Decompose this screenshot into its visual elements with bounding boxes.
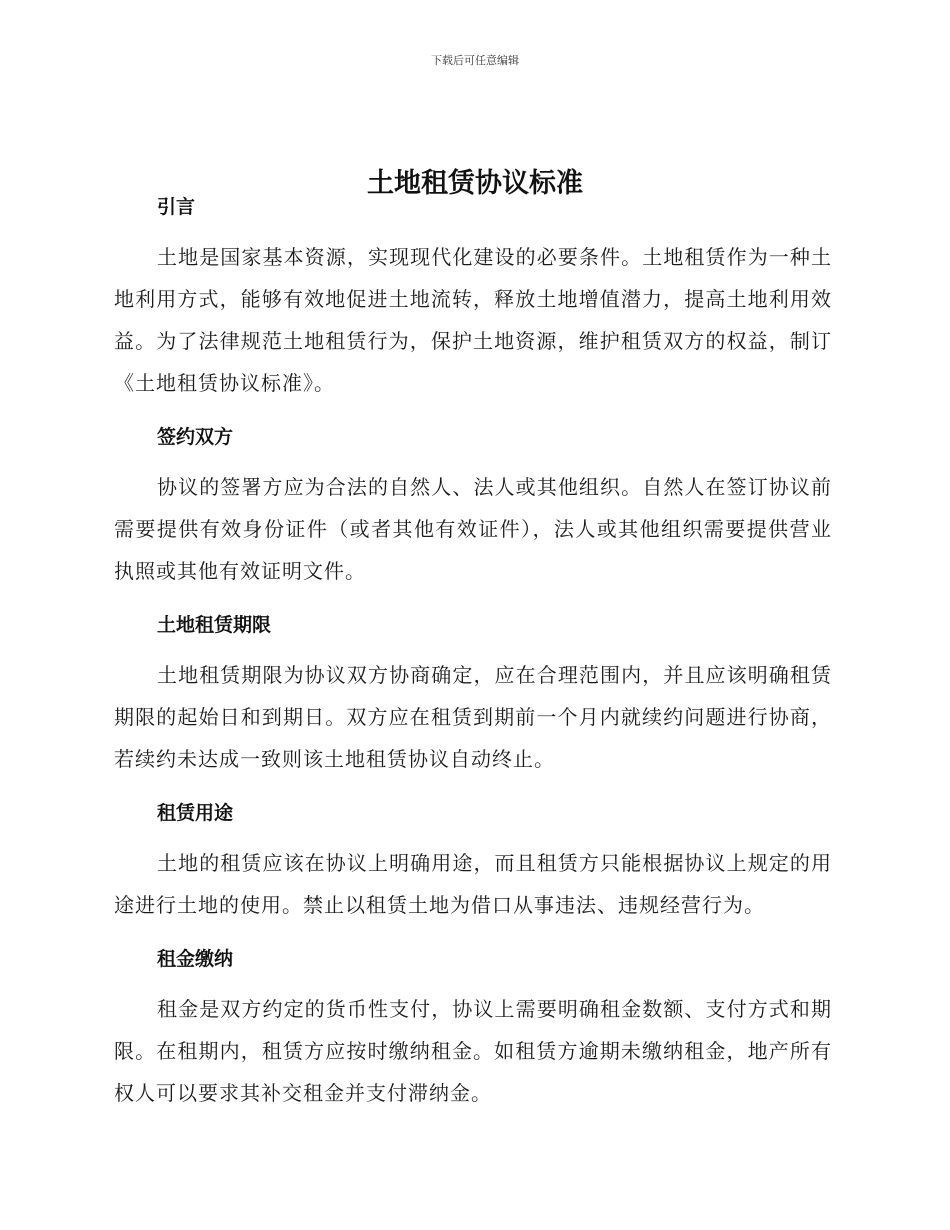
section-rent-payment [114,940,832,1114]
section-paragraph: 协议的签署方应为合法的自然人、法人或其他组织。自然人在签订协议前需要提供有效身份证件（或者其他有效证件），法人或其他组织需要提供营业执照或其他有效证明文件。 [114,475,832,583]
section-paragraph: 土地租赁期限为协议双方协商确定，应在合理范围内，并且应该明确租赁期限的起始日和到期日。双方应在租赁到期前一个月内就续约问题进行协商，若续约未达成一致则该土地租赁协议自动终止。 [114,663,832,771]
section-heading: 签约双方 [157,426,234,448]
section-heading: 土地租赁期限 [157,614,272,636]
section-heading: 租赁用途 [157,802,234,824]
section-paragraph: 土地是国家基本资源，实现现代化建设的必要条件。土地租赁作为一种土地利用方式，能够有效地促进土地流转，释放土地增值潜力，提高土地利用效益。为了法律规范土地租赁行为，保护土地资源，维护租赁双方的权益，制订《土地租赁协议标准》。 [114,245,832,395]
section-heading: 租金缴纳 [157,948,234,970]
section-signing-parties [114,418,832,592]
section-paragraph: 土地的租赁应该在协议上明确用途，而且租赁方只能根据协议上规定的用途进行土地的使用。禁止以租赁土地为借口从事违法、违规经营行为。 [114,851,832,917]
section-lease-purpose [114,794,832,926]
document-title: 土地租赁协议标准 [367,168,583,200]
document-body [114,188,832,1128]
section-heading: 引言 [157,196,196,218]
page-header: 下载后可任意编辑 [431,54,519,67]
section-introduction [114,188,832,404]
section-paragraph: 租金是双方约定的货币性支付，协议上需要明确租金数额、支付方式和期限。在租期内，租赁方应按时缴纳租金。如租赁方逾期未缴纳租金，地产所有权人可以要求其补交租金并支付滞纳金。 [114,997,832,1105]
section-lease-term [114,606,832,780]
